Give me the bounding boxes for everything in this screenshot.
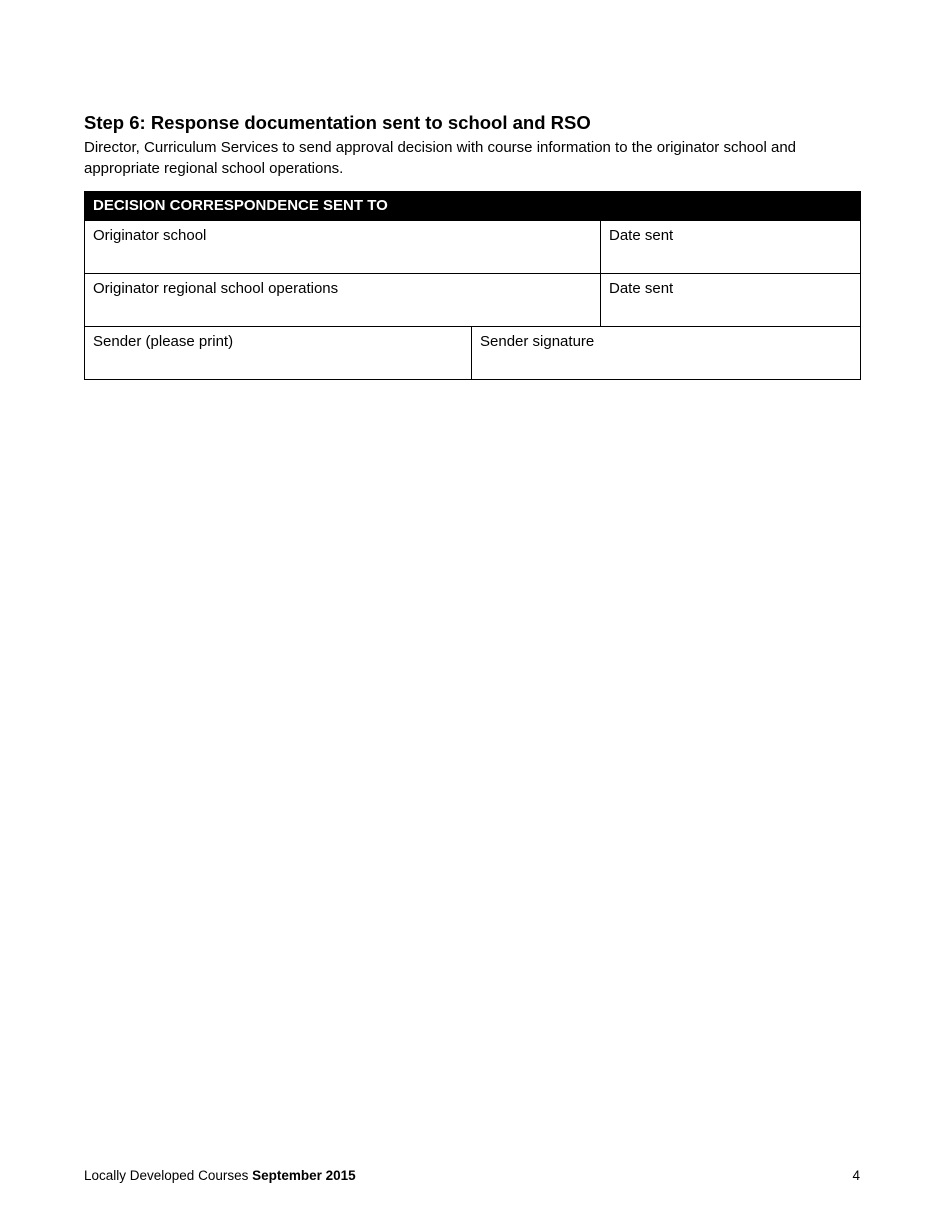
sender-signature-field[interactable]: Sender signature bbox=[472, 327, 861, 380]
table-row bbox=[85, 221, 861, 274]
footer-doc-date: September 2015 bbox=[252, 1168, 356, 1183]
sender-name-field[interactable]: Sender (please print) bbox=[85, 327, 472, 380]
section-description: Director, Curriculum Services to send approval decision with course information to the originator school and appropriate regional school operations. bbox=[84, 139, 797, 177]
originator-school-date-sent-field[interactable]: Date sent bbox=[601, 221, 861, 274]
page-content bbox=[84, 112, 860, 380]
footer-doc-title: Locally Developed Courses bbox=[84, 1168, 249, 1183]
page-footer bbox=[84, 1168, 860, 1183]
page-number: 4 bbox=[852, 1168, 860, 1183]
decision-correspondence-table bbox=[84, 191, 861, 380]
table-header: DECISION CORRESPONDENCE SENT TO bbox=[85, 192, 861, 221]
table-header-row bbox=[85, 192, 861, 221]
table-row bbox=[85, 327, 861, 380]
section-title: Step 6: Response documentation sent to school and RSO bbox=[84, 112, 591, 133]
originator-rso-date-sent-field[interactable]: Date sent bbox=[601, 274, 861, 327]
originator-school-field[interactable]: Originator school bbox=[85, 221, 601, 274]
table-row bbox=[85, 274, 861, 327]
originator-rso-field[interactable]: Originator regional school operations bbox=[85, 274, 601, 327]
footer-doc-info bbox=[84, 1168, 356, 1183]
